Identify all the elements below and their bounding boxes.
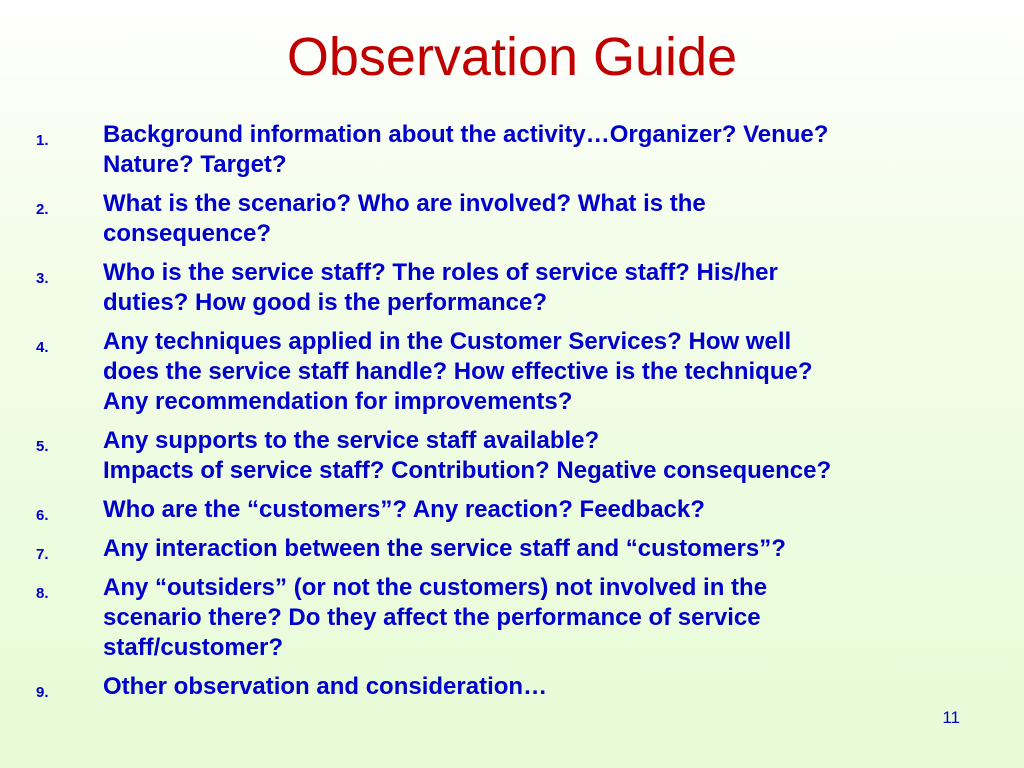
item-line: Who are the “customers”? Any reaction? Feedback? [103, 496, 705, 523]
item-number: 3. [36, 270, 49, 287]
item-number: 9. [36, 684, 49, 701]
list-item [0, 534, 1024, 564]
list-item [0, 258, 1024, 318]
list-item [0, 189, 1024, 249]
item-text [103, 258, 984, 318]
item-number: 8. [36, 585, 49, 602]
item-text [103, 189, 984, 249]
list-item [0, 327, 1024, 417]
item-line: does the service staff handle? How effective is the technique? [103, 358, 813, 385]
item-number: 5. [36, 438, 49, 455]
item-text [103, 672, 984, 702]
item-number: 2. [36, 201, 49, 218]
list-item [0, 426, 1024, 486]
item-number: 7. [36, 546, 49, 563]
observation-list [0, 120, 1024, 711]
list-item [0, 573, 1024, 663]
item-number: 1. [36, 132, 49, 149]
item-line: Any interaction between the service staff and “customers”? [103, 535, 786, 562]
item-line: scenario there? Do they affect the performance of service [103, 604, 761, 631]
item-line: Who is the service staff? The roles of service staff? His/her [103, 259, 778, 286]
item-text [103, 495, 984, 525]
item-line: Other observation and consideration… [103, 673, 548, 700]
item-line: Any “outsiders” (or not the customers) not involved in the [103, 574, 768, 601]
item-line: Background information about the activity…Organizer? Venue? [103, 121, 829, 148]
item-number: 6. [36, 507, 49, 524]
item-text [103, 534, 984, 564]
list-item [0, 495, 1024, 525]
item-text [103, 426, 984, 486]
item-line: Nature? Target? [103, 151, 287, 178]
item-number: 4. [36, 339, 49, 356]
item-line: Impacts of service staff? Contribution? Negative consequence? [103, 457, 832, 484]
item-line: Any recommendation for improvements? [103, 388, 573, 415]
page-number: 11 [942, 708, 960, 727]
item-text [103, 573, 984, 663]
item-line: staff/customer? [103, 634, 284, 661]
list-item [0, 672, 1024, 702]
list-item [0, 120, 1024, 180]
item-line: duties? How good is the performance? [103, 289, 548, 316]
item-line: Any supports to the service staff available? [103, 427, 600, 454]
item-text [103, 327, 984, 417]
item-line: What is the scenario? Who are involved? What is the [103, 190, 706, 217]
item-line: consequence? [103, 220, 272, 247]
slide-title: Observation Guide [286, 27, 738, 87]
item-text [103, 120, 984, 180]
item-line: Any techniques applied in the Customer Services? How well [103, 328, 792, 355]
